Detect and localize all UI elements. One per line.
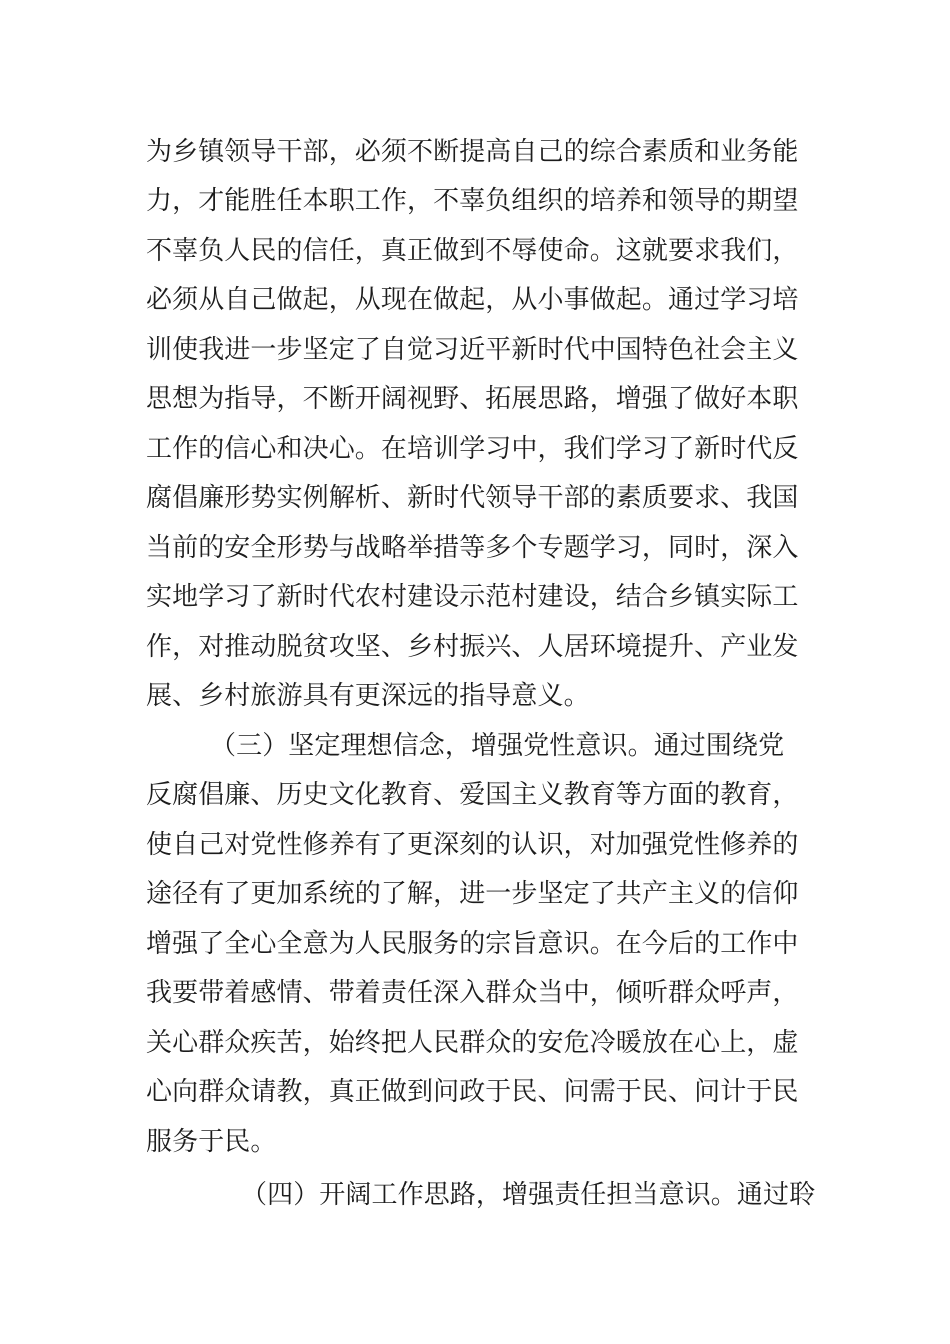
paragraph-line: 腐倡廉形势实例解析、新时代领导干部的素质要求、我国 <box>146 483 799 513</box>
paragraph-line: 反腐倡廉、历史文化教育、爱国主义教育等方面的教育， <box>146 780 799 810</box>
paragraph-line: 必须从自己做起，从现在做起，从小事做起。通过学习培 <box>146 285 799 315</box>
paragraph-line: 为乡镇领导干部，必须不断提高自己的综合素质和业务能 <box>146 137 799 167</box>
paragraph-line: 工作的信心和决心。在培训学习中，我们学习了新时代反 <box>146 434 799 464</box>
paragraph-line: 训使我进一步坚定了自觉习近平新时代中国特色社会主义 <box>146 335 799 365</box>
paragraph-line: 不辜负人民的信任，真正做到不辱使命。这就要求我们， <box>146 236 799 266</box>
paragraph-line: 关心群众疾苦，始终把人民群众的安危冷暖放在心上，虚 <box>146 1028 799 1058</box>
paragraph-line: 实地学习了新时代农村建设示范村建设，结合乡镇实际工 <box>146 582 799 612</box>
section-heading-line: （三）坚定理想信念，增强党性意识。通过围绕党 <box>210 731 785 761</box>
paragraph-line: 当前的安全形势与战略举措等多个专题学习，同时，深入 <box>146 533 799 563</box>
paragraph-line: 增强了全心全意为人民服务的宗旨意识。在今后的工作中 <box>146 929 799 959</box>
paragraph-line: 展、乡村旅游具有更深远的指导意义。 <box>146 681 590 711</box>
paragraph-line: 力，才能胜任本职工作，不辜负组织的培养和领导的期望 <box>146 186 799 216</box>
paragraph-line: 作，对推动脱贫攻坚、乡村振兴、人居环境提升、产业发 <box>146 632 799 662</box>
paragraph-line: 思想为指导，不断开阔视野、拓展思路，增强了做好本职 <box>146 384 799 414</box>
paragraph-line: 心向群众请教，真正做到问政于民、问需于民、问计于民 <box>146 1077 799 1107</box>
paragraph-line: 使自己对党性修养有了更深刻的认识，对加强党性修养的 <box>146 830 799 860</box>
paragraph-line: 途径有了更加系统的了解，进一步坚定了共产主义的信仰 <box>146 879 799 909</box>
section-heading-line: （四）开阔工作思路，增强责任担当意识。通过聆 <box>241 1180 816 1210</box>
paragraph-line: 服务于民。 <box>146 1127 277 1157</box>
paragraph-line: 我要带着感情、带着责任深入群众当中，倾听群众呼声， <box>146 978 799 1008</box>
